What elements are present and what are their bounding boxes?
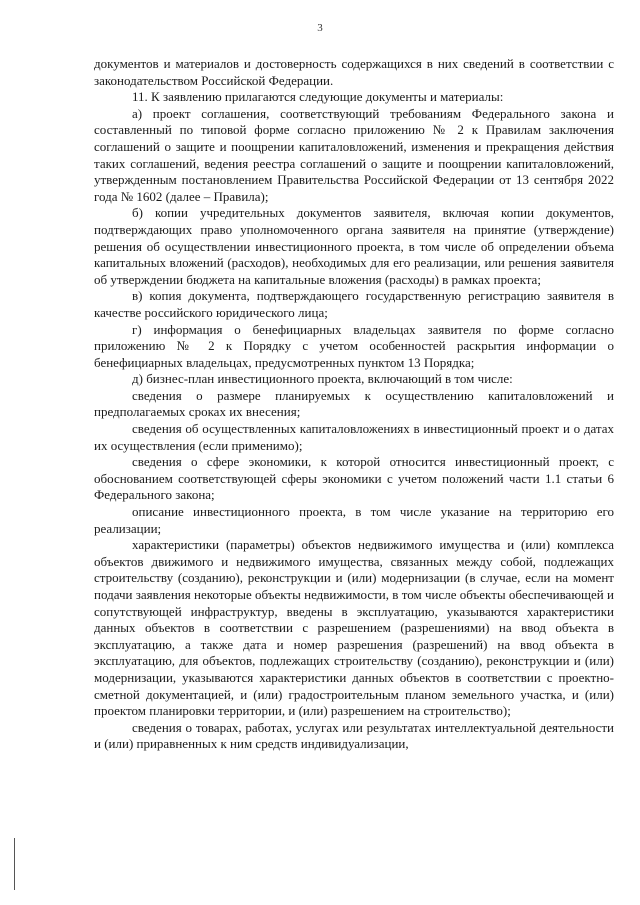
document-body: [94, 56, 614, 753]
margin-rule: [14, 838, 15, 890]
paragraph: сведения о товарах, работах, услугах или результатах интеллектуальной деятельности и (или) приравненных к ним средств индивидуализации,: [94, 719, 614, 752]
paragraph: описание инвестиционного проекта, в том числе указание на территорию его реализации;: [94, 504, 614, 536]
paragraph: сведения о сфере экономики, к которой относится инвестиционный проект, с обоснованием соответствующей сферы экономики с учетом положений части 1.1 статьи 6 Федерального закона;: [94, 454, 614, 503]
paragraph: в) копия документа, подтверждающего государственную регистрацию заявителя в качестве российского юридического лица;: [94, 288, 614, 320]
paragraph: а) проект соглашения, соответствующий требованиям Федерального закона и составленный по типовой форме согласно приложению № 2 к Правилам заключения соглашений о защите и поощрении капиталовложений, изменения и прекращения действия таких соглашений, ведения реестра соглашений о защите и поощрении капиталовложений, утвержденным постановлением Правительства Российской Федерации от 13 сентября 2022 года № 1602 (далее – Правила);: [94, 105, 614, 204]
paragraph: сведения о размере планируемых к осуществлению капиталовложений и предполагаемых сроках их внесения;: [94, 387, 614, 420]
paragraph: 11. К заявлению прилагаются следующие документы и материалы:: [132, 89, 504, 105]
paragraph: документов и материалов и достоверность содержащихся в них сведений в соответствии с законодательством Российской Федерации.: [94, 56, 614, 88]
paragraph: г) информация о бенефициарных владельцах заявителя по форме согласно приложению № 2 к Порядку с учетом особенностей раскрытия информации о бенефициарных владельцах, предусмотренных пунктом 13 Порядка;: [94, 321, 614, 370]
paragraph: д) бизнес-план инвестиционного проекта, включающий в том числе:: [132, 371, 513, 387]
page-number: 3: [317, 22, 323, 34]
paragraph: б) копии учредительных документов заявителя, включая копии документов, подтверждающих право уполномоченного органа заявителя на принятие (утверждение) решения об осуществлении инвестиционного проекта, в том числе об определении объема капитальных вложений (расходов), необходимых для его реализации, или решения заявителя об утверждении бюджета на капитальные вложения (расходы) в рамках проекта;: [94, 205, 614, 287]
paragraph: сведения об осуществленных капиталовложениях в инвестиционный проект и о датах их осуществления (если применимо);: [94, 421, 614, 453]
paragraph: характеристики (параметры) объектов недвижимого имущества и (или) комплекса объектов движимого и недвижимого имущества, связанных между собой, подлежащих строительству (созданию), реконструкции и (или) модернизации (в случае, если на момент подачи заявления некоторые объекты недвижимости, в том числе объекты обеспечивающей и сопутствующей инфраструктур, введены в эксплуатацию, указываются характеристики данных объектов в соответствии с разрешением (разрешениями) на ввод объекта в эксплуатацию, а также дата и номер разрешения (разрешений) на ввод объекта в эксплуатацию, для объектов, подлежащих строительству (созданию), реконструкции и (или) модернизации, указываются характеристики данных объектов в соответствии с проектно-сметной документацией, и (или) градостроительным планом земельного участка, и (или) проектом планировки территории, и (или) разрешением на строительство);: [94, 537, 614, 719]
